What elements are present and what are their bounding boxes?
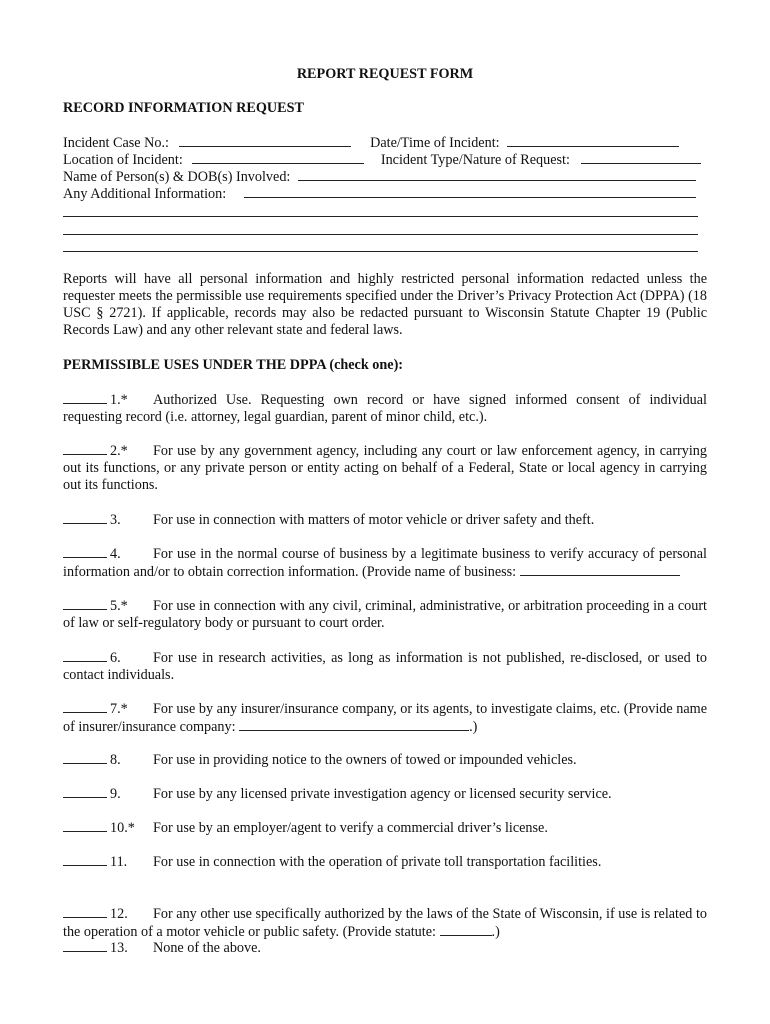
item-text: For any other use specifically authorized by the laws of the State of Wisconsin, if use is related to the operation of a motor vehicle or public safety. (Provide statute: — [63, 906, 707, 940]
case-no-field[interactable] — [179, 134, 351, 147]
type-label: Incident Type/Nature of Request: — [380, 152, 570, 168]
permissible-use-item — [63, 819, 707, 837]
check-blank[interactable] — [63, 939, 107, 952]
item-text-after: .) — [491, 924, 500, 940]
check-blank[interactable] — [63, 905, 107, 918]
item-number: 1.* — [110, 392, 128, 408]
check-blank[interactable] — [63, 751, 107, 764]
datetime-label: Date/Time of Incident: — [370, 135, 500, 151]
check-blank[interactable] — [63, 785, 107, 798]
item-text: For use by an employer/agent to verify a commercial driver’s license. — [153, 820, 548, 836]
permissible-use-item — [63, 751, 707, 769]
redaction-notice: Reports will have all personal information and highly restricted personal information redacted unless the requester meets the permissible use requirements specified under the Driver’s Privacy Protection Act (DPPA) (18 USC § 2721). If applicable, records may also be redacted pursuant to Wisconsin Statute Chapter 19 (Public Records Law) and any other relevant state and federal laws. — [63, 271, 707, 338]
datetime-field[interactable] — [507, 134, 679, 147]
check-blank[interactable] — [63, 391, 107, 404]
item-text: For use in research activities, as long as information is not published, re-disclosed, or used to contact individuals. — [63, 650, 707, 683]
check-blank[interactable] — [63, 649, 107, 662]
permissible-use-item — [63, 939, 707, 957]
permissible-use-item — [63, 905, 707, 941]
location-label: Location of Incident: — [63, 152, 183, 168]
item-number: 12. — [110, 906, 128, 922]
permissible-use-item — [63, 649, 707, 684]
item-input-field[interactable] — [520, 563, 680, 576]
field-row-2 — [63, 151, 701, 168]
check-blank[interactable] — [63, 853, 107, 866]
additional-label: Any Additional Information: — [63, 186, 227, 202]
section-heading-record-info: RECORD INFORMATION REQUEST — [63, 100, 304, 116]
field-row-1 — [63, 134, 679, 151]
item-text: For use by any insurer/insurance company, or its agents, to investigate claims, etc. (Provide name of insurer/insurance company: — [63, 701, 707, 735]
additional-line-2[interactable] — [63, 234, 698, 235]
permissible-use-item — [63, 442, 707, 494]
additional-line-1[interactable] — [63, 216, 698, 217]
item-number: 10.* — [110, 820, 135, 836]
location-field[interactable] — [192, 151, 364, 164]
section-heading-permissible-uses: PERMISSIBLE USES UNDER THE DPPA (check one): — [63, 357, 404, 373]
page-title: REPORT REQUEST FORM — [296, 66, 474, 82]
item-number: 5.* — [110, 598, 128, 614]
check-blank[interactable] — [63, 819, 107, 832]
item-text-after: .) — [469, 719, 478, 735]
persons-field[interactable] — [298, 168, 696, 181]
item-text: For use by any licensed private investigation agency or licensed security service. — [153, 786, 612, 802]
additional-line-3[interactable] — [63, 251, 698, 252]
check-blank[interactable] — [63, 700, 107, 713]
permissible-use-item — [63, 785, 707, 803]
item-number: 13. — [110, 940, 128, 956]
item-input-field[interactable] — [440, 923, 492, 936]
permissible-use-item — [63, 853, 707, 871]
persons-label: Name of Person(s) & DOB(s) Involved: — [63, 169, 291, 185]
permissible-use-item — [63, 545, 707, 581]
item-text: For use in connection with matters of motor vehicle or driver safety and theft. — [153, 512, 595, 528]
item-number: 11. — [110, 854, 128, 870]
item-number: 3. — [110, 512, 121, 528]
case-no-label: Incident Case No.: — [63, 135, 169, 151]
check-blank[interactable] — [63, 442, 107, 455]
field-row-3 — [63, 168, 696, 185]
item-number: 4. — [110, 546, 121, 562]
item-text: For use in connection with the operation of private toll transportation facilities. — [153, 854, 602, 870]
field-row-4 — [63, 185, 696, 202]
additional-field[interactable] — [244, 185, 696, 198]
item-input-field[interactable] — [239, 718, 469, 731]
type-field[interactable] — [581, 151, 701, 164]
item-number: 9. — [110, 786, 121, 802]
item-number: 7.* — [110, 701, 128, 717]
permissible-use-item — [63, 700, 707, 736]
check-blank[interactable] — [63, 545, 107, 558]
item-text: For use in connection with any civil, criminal, administrative, or arbitration proceeding in a court of law or self-regulatory body or pursuant to court order. — [63, 598, 707, 631]
check-blank[interactable] — [63, 597, 107, 610]
check-blank[interactable] — [63, 511, 107, 524]
permissible-use-item — [63, 391, 707, 426]
item-text: For use in the normal course of business by a legitimate business to verify accuracy of personal information and/or to obtain correction information. (Provide name of business: — [63, 546, 707, 580]
item-number: 6. — [110, 650, 121, 666]
item-text: For use by any government agency, including any court or law enforcement agency, in carrying out its functions, or any private person or entity acting on behalf of a Federal, State or local agency in carrying out its functions. — [63, 443, 707, 493]
item-number: 8. — [110, 752, 121, 768]
item-text: Authorized Use. Requesting own record or have signed informed consent of individual requesting record (i.e. attorney, legal guardian, parent of minor child, etc.). — [63, 392, 707, 425]
item-text: For use in providing notice to the owners of towed or impounded vehicles. — [153, 752, 577, 768]
permissible-use-item — [63, 511, 707, 529]
item-text: None of the above. — [153, 940, 261, 956]
item-number: 2.* — [110, 443, 128, 459]
permissible-use-item — [63, 597, 707, 632]
